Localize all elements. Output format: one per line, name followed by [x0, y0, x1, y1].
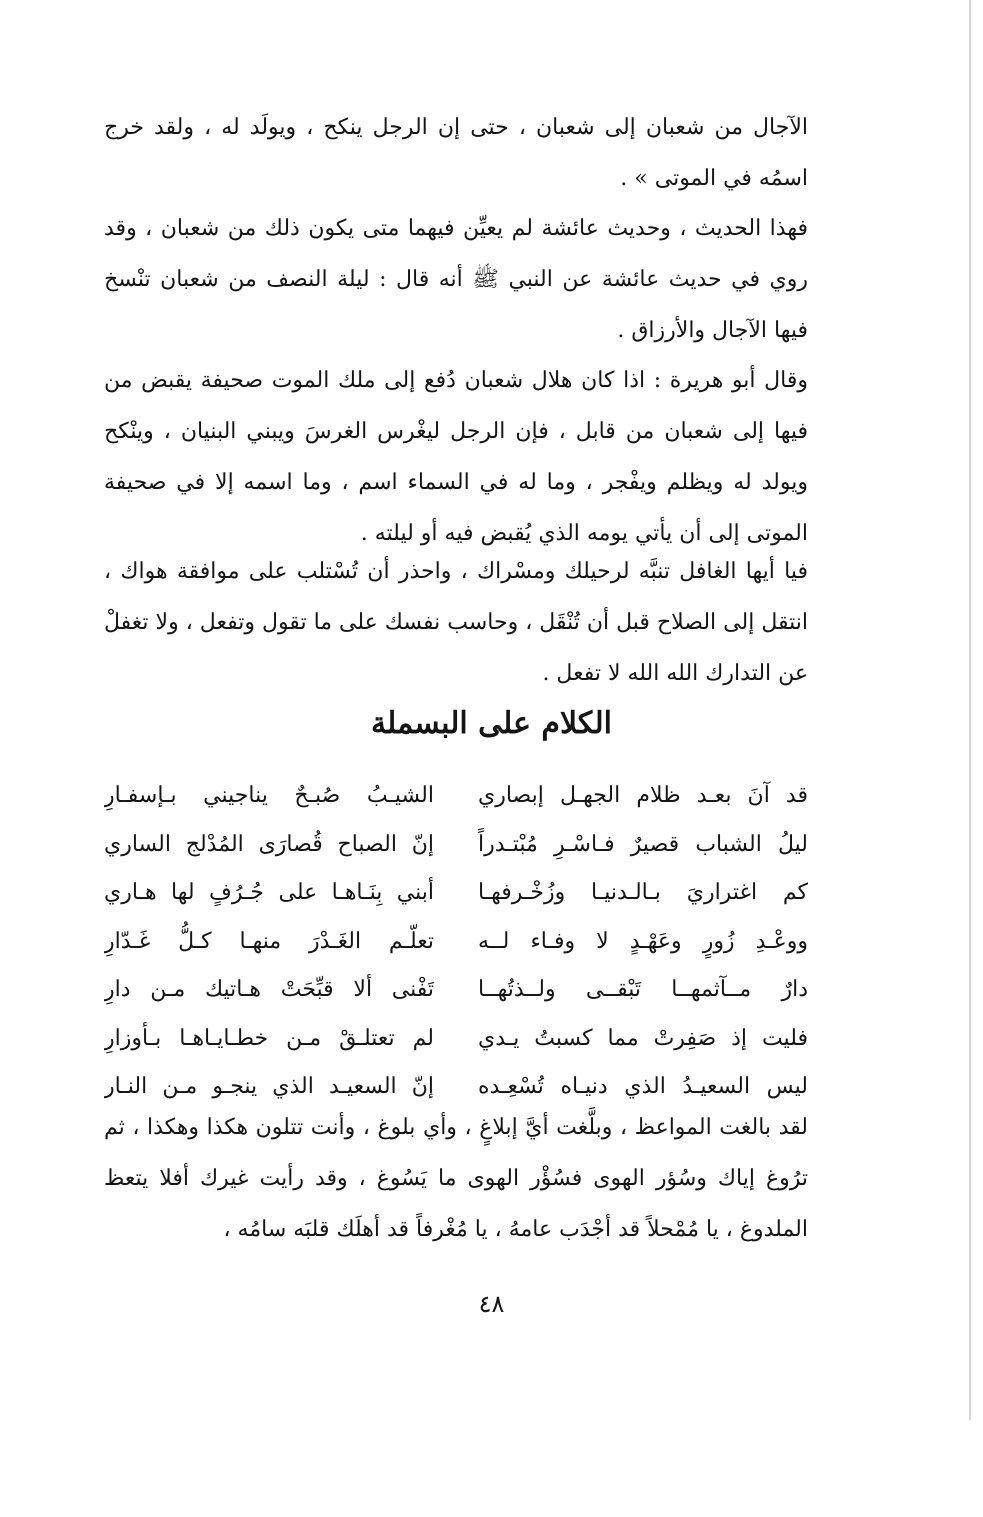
- poem-verse: [104, 772, 808, 821]
- poem-verse: [104, 1015, 808, 1064]
- verse-second-hemistich: أبني بِنَـاهـا على جُـرُفٍ لها هـاري: [104, 880, 434, 905]
- page-number: ٤٨: [478, 1290, 505, 1318]
- verse-second-hemistich: لم تعتلـقْ مـن خطـايـاهـا بـأوزارِ: [104, 1025, 434, 1051]
- paragraph-5: لقد بالغت المواعظ ، وبلَّغت أيَّ إبلاغٍ ، وأي بلوغ ، وأنت تتلون هكذا وهكذا ، ثم ترُوغ إياك وسُؤر الهوى فسُؤْر الهوى ما يَسُوغ ، وقد رأيت غيرك أفلا يتعظ الملدوغ ، يا مُمْحلاً قد أجْدَب عامهُ ، يا مُغْرفاً قد أهلَك قلبَه سامُه ،: [104, 1115, 808, 1242]
- paragraph-3: وقال أبو هريرة : اذا كان هلال شعبان دُفع إلى ملك الموت صحيفة يقبض من فيها إلى شعبان من قابل ، فإن الرجل ليغْرس الغرسَ ويبني البنيان ، وينْكح ويولد له ويظلم ويفْجر ، وما له في السماء اسم ، وما اسمه إلا في صحيفة الموتى إلى أن يأتي يومه الذي يُقبض فيه أو ليلته .: [104, 368, 808, 546]
- paragraph-2: فهذا الحديث ، وحديث عائشة لم يعيِّن فيهما متى يكون ذلك من شعبان ، وقد روي في حديث عائشة عن النبي ﷺ أنه قال : ليلة النصف من شعبان تنْسخ فيها الآجال والأرزاق .: [104, 216, 808, 343]
- paragraph-4: فيا أيها الغافل تنبَّه لرحيلك ومسْراك ، واحذر أن تُسْتلب على موافقة هواك ، انتقل إلى الصلاح قبل أن تُنْقَل ، وحاسب نفسك على ما تقول وتفعل ، ولا تغفلْ عن التدارك الله الله لا تفعل .: [104, 559, 808, 686]
- verse-first-hemistich: ووعْـدِ زُورٍ وعَهْـدٍ لا وفـاء لــه: [478, 928, 808, 954]
- verse-first-hemistich: ليس السعيـدُ الذي دنيـاه تُسْعِـده: [478, 1074, 808, 1099]
- verse-first-hemistich: كم اغتراريَ بـالـدنيـا وزُخْـرفهـا: [478, 880, 808, 905]
- verse-second-hemistich: تعلّـم الغَـدْرَ منهـا كـلُّ غَـدّارِ: [104, 928, 434, 954]
- poem-verse: [104, 821, 808, 870]
- paragraph-1: الآجال من شعبان إلى شعبان ، حتى إن الرجل ينكح ، ويولَد له ، ولقد خرج اسمُه في الموتى » .: [104, 115, 808, 191]
- poem: [104, 772, 808, 1112]
- verse-first-hemistich: دارٌ مــآثمهــا تَبْقــى ولــذتُهــا: [478, 977, 808, 1002]
- verse-first-hemistich: فليت إذ صَفِرتْ مما كسبتُ يـدي: [478, 1025, 808, 1051]
- section-heading: الكلام على البسملة: [371, 706, 612, 741]
- poem-verse: [104, 966, 808, 1015]
- verse-second-hemistich: إنّ السعيـد الذي ينجـو مـن النـار: [104, 1074, 434, 1099]
- verse-first-hemistich: ليلُ الشباب قصيرٌ فـاسْـرِ مُبْتـدراً: [478, 831, 808, 857]
- verse-first-hemistich: قد آنَ بعـد ظلام الجهـل إبصاري: [478, 783, 808, 808]
- poem-verse: [104, 918, 808, 967]
- verse-second-hemistich: إنّ الصباح قُصارَى المُدْلج الساري: [104, 831, 434, 857]
- poem-verse: [104, 869, 808, 918]
- verse-second-hemistich: تَفْنى ألا قبِّحَتْ هـاتيك مـن دارِ: [104, 977, 434, 1002]
- verse-second-hemistich: الشيـبُ صُبـحٌ يناجيني بـإسفـارِ: [104, 783, 434, 808]
